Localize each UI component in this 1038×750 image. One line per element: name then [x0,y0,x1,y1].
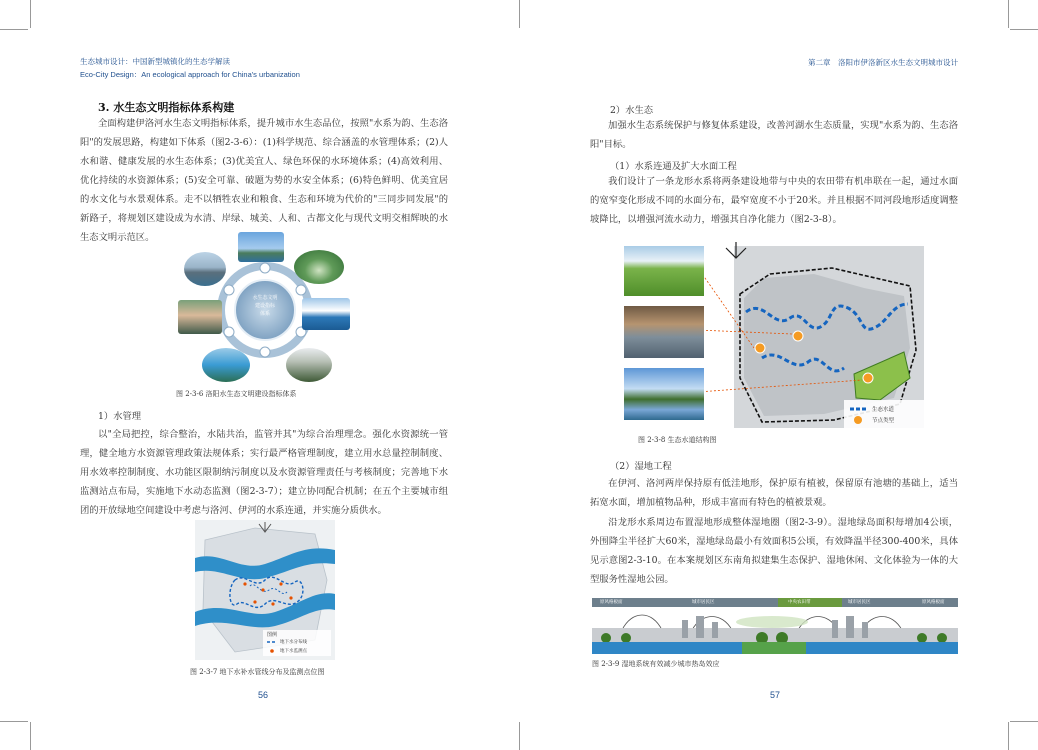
crop-mark [519,0,520,28]
figure-heat-island [592,598,958,654]
band-label: 城市居民区 [692,600,715,605]
photo-coast [302,298,350,330]
figure-caption: 图 2-3-7 地下水补水管线分布及监测点位图 [190,668,325,676]
water-management-paragraph: 以"全局把控，综合整治，水陆共治，监管并其"为综合治理理念。强化水资源统一管理，健全地方水资源管理政策法规体系；实行最严格管理制度，建立用水总量控制制度、用水效率控制制度、水功能区限制纳污制度以及水资源管理责任与考核制度；完善地下水监测站点布局，实施地下水动态监测（图2-3-7）；建立协同配合机制；在五个主要城市组团的开放绿地空间建设中考虑与洛河、伊河的水系连通，并实施分质供水。 [80,429,448,516]
legend-title: 图例 [267,632,278,638]
legend-item: 节点类型 [872,418,895,424]
legend-item: 地下水分布线 [280,640,307,645]
photo-wetland [624,368,704,420]
legend-item: 地下水监测点 [280,649,307,654]
band-label: 原风格板面 [922,600,945,605]
photo-reed-lake [624,306,704,358]
photo-lake-sky [238,232,284,262]
crop-mark [519,722,520,750]
figure-groundwater-map [195,520,335,660]
crop-mark [1008,722,1009,750]
center-label: 建设指标 [254,303,275,309]
crop-mark [0,721,28,722]
center-label: 体系 [259,311,270,317]
page-number-left: 56 [258,690,269,700]
center-label: 水生态文明 [252,295,278,301]
band-label: 中央农田带 [788,600,811,605]
crop-mark [1010,721,1038,722]
wetland-paragraph-2: 沿龙形水系周边布置湿地形成整体湿地圈（图2-3-9）。湿地绿岛面积每增加4公顷，外围降尘半径扩大60米，湿地绿岛最小有效面积5公顷，有效降温半径300-400米，具体见示意图2-3-10。在本案规划区东南角拟建集生态保护、湿地休闲、文化体验为一体的大型服务性湿地公园。 [590,517,958,585]
band-label: 城市居民区 [848,600,871,605]
figure-eco-waterway [622,238,926,430]
wetland-paragraph-1: 在伊河、洛河两岸保持原有低洼地形，保护原有植被，保留原有池塘的基础上，适当拓宽水面，增加植物品种，形成丰富而有特色的植被景观。 [590,478,958,508]
photo-pavilion [286,348,332,382]
section-title: 3. 水生态文明指标体系构建 [98,101,235,114]
figure-caption: 图 2-3-6 洛阳水生态文明建设指标体系 [176,390,297,398]
running-header-right: 第二章 洛阳市伊洛新区水生态文明城市设计 [808,58,958,67]
band-label: 原风格板面 [600,600,623,605]
crop-mark [1008,0,1009,28]
subsection-title: 2）水生态 [610,105,654,116]
page-number-right: 57 [770,690,781,700]
running-header-left-cn: 生态城市设计：中国新型城镇化的生态学解读 [80,57,230,66]
legend-item: 生态水道 [872,407,895,413]
crop-mark [30,0,31,28]
intro-paragraph: 全面构建伊洛河水生态文明指标体系，提升城市水生态品位，按照"水系为韵、生态洛阳"的发展思路，构建如下体系（图2-3-6）：(1)科学规范、综合涵盖的水管理体系；(2)人水和谐、健康发展的水生态体系；(3)优美宜人、绿色环保的水环境体系；(4)高效利用、优化持续的水资源体系；(5)安全可靠、破题为势的水安全体系；(6)特色鲜明、优美宜居的水文化与水景观体系。走不以牺牲农业和粮食、生态和环境为代价的"三同步同发展"的新路子，将规划区建设成为水清、岸绿、城美、人和、古都文化与现代文明交相辉映的水生态文明示范区。 [80,118,448,243]
subsection-title: （2）湿地工程 [610,461,672,472]
photo-bridge [202,348,250,382]
figure-indicator-system [176,230,354,386]
crop-mark [1010,29,1038,30]
photo-river-bend [294,250,344,284]
subsection-title: 1）水管理 [98,411,142,422]
subsection-title: （1）水系连通及扩大水面工程 [610,161,737,172]
figure-caption: 图 2-3-9 湿地系统有效减少城市热岛效应 [592,660,720,668]
figure-caption: 图 2-3-8 生态水道结构图 [638,436,717,444]
photo-people [178,300,222,334]
water-ecology-paragraph: 加强水生态系统保护与修复体系建设，改善河湖水生态质量，实现"水系为韵、生态洛阳"目标。 [590,120,958,150]
photo-grassland [624,246,704,296]
crop-mark [0,29,28,30]
running-header-left-en: Eco-City Design：An ecological approach for China's urbanization [80,70,300,79]
water-connection-paragraph: 我们设计了一条龙形水系将两条建设地带与中央的农田带有机串联在一起，通过水面的宽窄变化形成不同的水面分布，最窄宽度不小于20米。并且根据不同河段地形适度调整坡降比，以增强河流水动力，增强其自净化能力（图2-3-8）。 [590,176,958,225]
photo-city-waterfront [184,252,226,286]
crop-mark [30,722,31,750]
